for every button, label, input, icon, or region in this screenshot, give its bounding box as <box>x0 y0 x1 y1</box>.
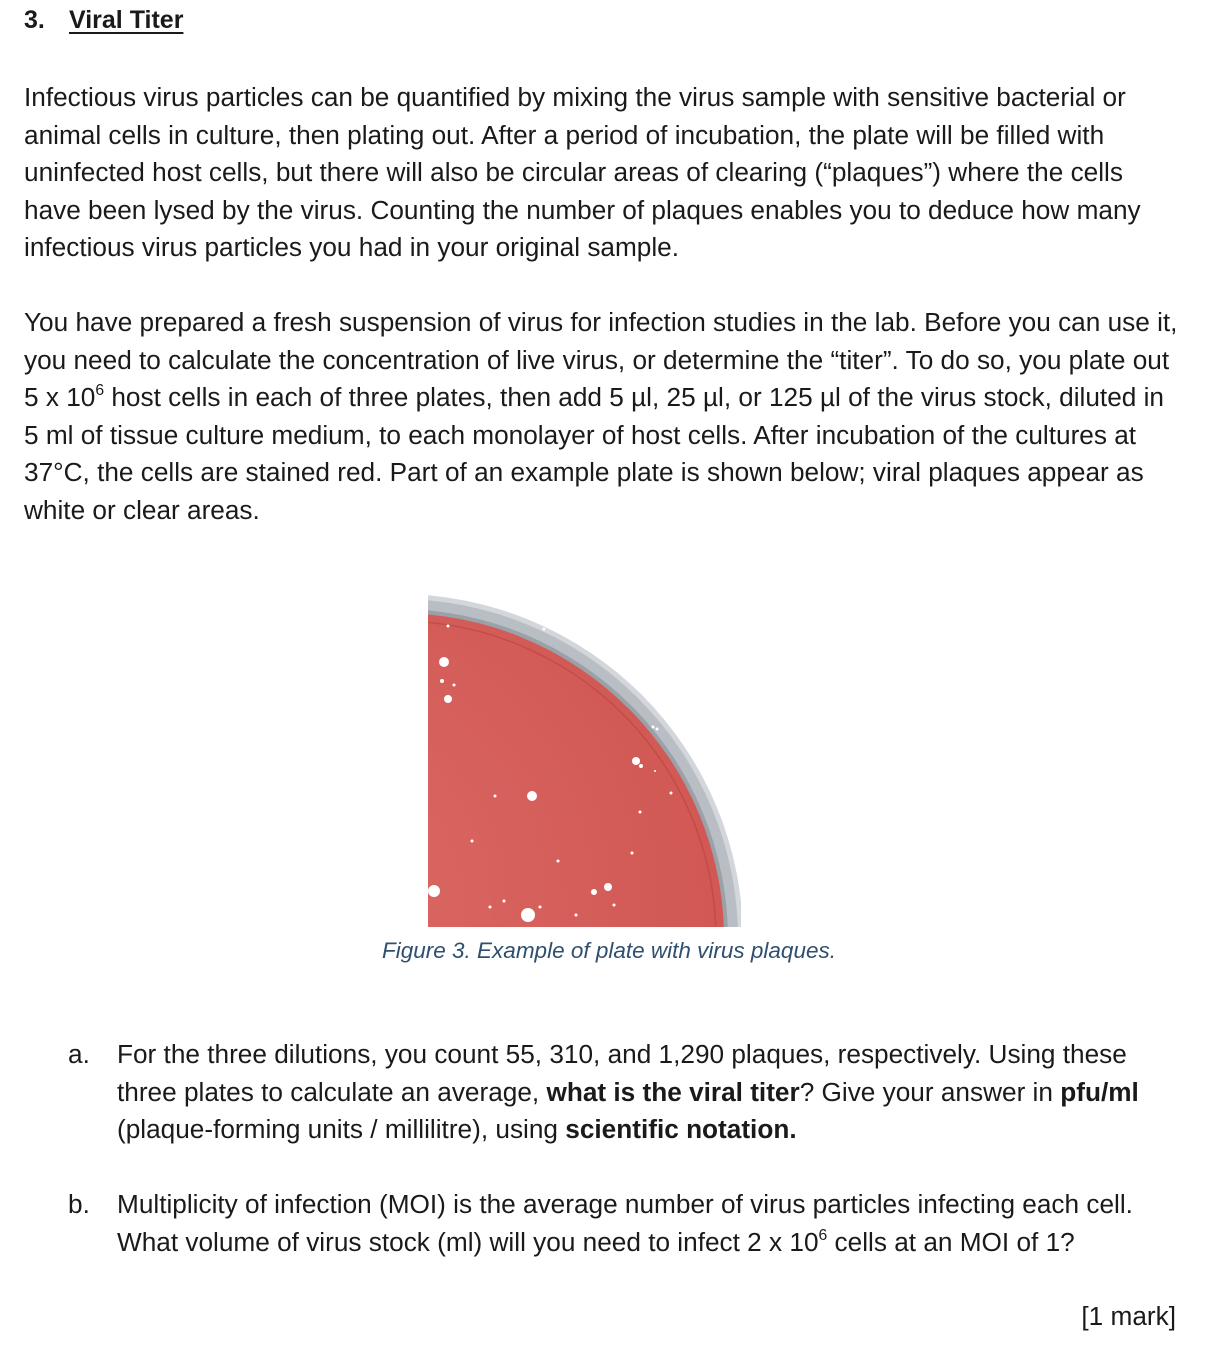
qb-text-1: Multiplicity of infection (MOI) is the average number of virus particles infecting each cell. What volume of virus stock (ml) will you need to infect 2 x 10 <box>117 1189 1133 1257</box>
plaque <box>503 900 506 903</box>
question-b-text <box>117 1186 1178 1261</box>
plaque <box>632 757 640 765</box>
plaque <box>639 764 643 768</box>
plaque <box>670 792 673 795</box>
plaque <box>521 908 535 922</box>
question-a-letter: a. <box>68 1039 90 1069</box>
method-paragraph <box>24 304 1184 529</box>
qb-text-2: cells at an MOI of 1? <box>827 1226 1075 1257</box>
qa-text-3: (plaque-forming units / millilitre), using <box>117 1114 566 1144</box>
question-a <box>68 1036 1178 1149</box>
plaque <box>613 904 616 907</box>
figure-caption: Figure 3. Example of plate with virus plaques. <box>382 938 836 963</box>
qa-text-1: For the three dilutions, you count 55, 310, and 1,290 plaques, respectively. Using these three plates to calculate an average, <box>117 1039 1127 1107</box>
question-a-text <box>117 1036 1178 1149</box>
plaque <box>654 770 656 772</box>
question-b-letter: b. <box>68 1189 90 1219</box>
method-text-1: You have prepared a fresh suspension of virus for infection studies in the lab. Before you can use it, you need to calculate the concentration of live virus, or determine the “titer”. To do so, you plate out 5 x 10 <box>24 307 1178 412</box>
qa-text-2: ? Give your answer in <box>799 1076 1061 1107</box>
plaque <box>428 885 440 897</box>
qa-bold-3: scientific notation. <box>565 1114 797 1144</box>
plaque <box>652 726 655 729</box>
plaque <box>489 906 492 909</box>
plaque <box>591 889 597 895</box>
section-title: Viral Titer <box>69 6 184 34</box>
plaque <box>527 791 537 801</box>
plaque <box>453 684 456 687</box>
plaque <box>539 906 542 909</box>
plaque <box>604 883 612 891</box>
plaque <box>543 628 546 631</box>
qa-bold-1: what is the viral titer <box>546 1076 800 1107</box>
plaque <box>444 695 452 703</box>
intro-paragraph: Infectious virus particles can be quantified by mixing the virus sample with sensitive bacterial or animal cells in culture, then plating out. After a period of incubation, the plate will be filled with uninfected host cells, but there will also be circular areas of clearing (“plaques”) where the cells have been lysed by the virus. Counting the number of plaques enables you to deduce how many infectious virus particles you had in your original sample. <box>24 82 1141 262</box>
plaque <box>471 840 474 843</box>
qa-bold-2: pfu/ml <box>1060 1076 1139 1107</box>
plaque <box>440 679 444 683</box>
mark-label: [1 mark] <box>1081 1301 1176 1331</box>
plaque <box>494 795 497 798</box>
plaque <box>631 852 634 855</box>
petri-dish-image <box>428 589 741 927</box>
section-number: 3. <box>24 6 45 34</box>
plaque <box>439 657 449 667</box>
plate-figure <box>428 589 741 927</box>
plaque <box>575 914 578 917</box>
method-text-2: host cells in each of three plates, then add 5 µl, 25 µl, or 125 µl of the virus stock, diluted in 5 ml of tissue culture medium, to each monolayer of host cells. After incubation of the cultures at 37°C, the cells are stained red. Part of an example plate is shown below; viral plaques appear as white or clear areas. <box>24 382 1164 525</box>
section-heading <box>24 6 183 35</box>
method-exponent: 6 <box>95 382 105 399</box>
qb-exponent: 6 <box>818 1226 828 1244</box>
plaque <box>639 811 642 814</box>
plaque <box>557 860 560 863</box>
plaque <box>656 728 659 731</box>
question-b <box>68 1186 1178 1261</box>
plaque <box>447 625 450 628</box>
